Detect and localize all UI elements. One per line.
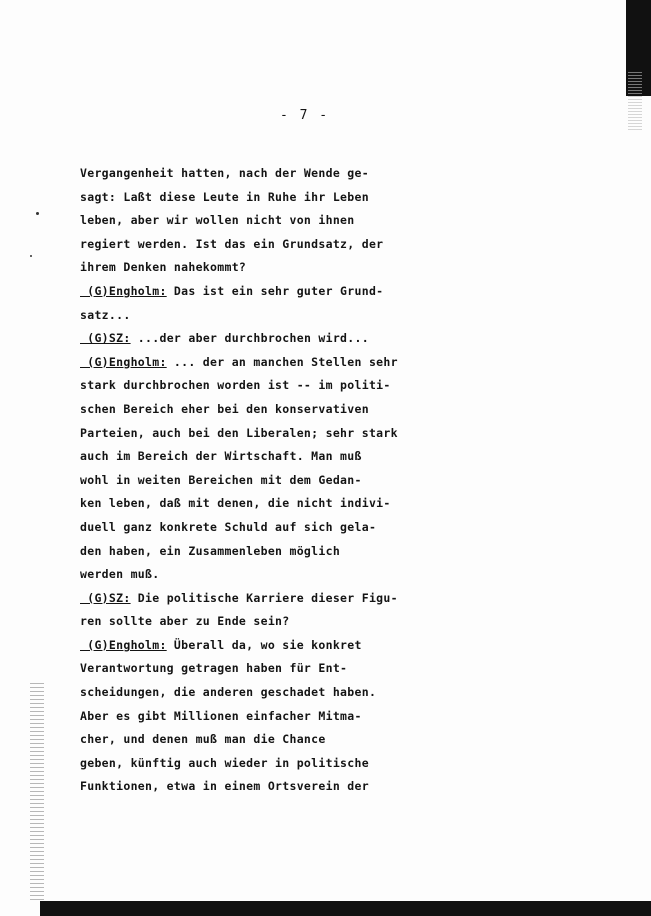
line-text: sagt: Laßt diese Leute in Ruhe ihr Leben [80, 189, 369, 204]
line-text: ren sollte aber zu Ende sein? [80, 614, 290, 629]
speaker-label: (G)SZ: [80, 331, 131, 346]
text-line [80, 610, 380, 634]
line-text: Das ist ein sehr guter Grund- [166, 283, 384, 298]
text-line [80, 492, 391, 516]
line-text: ...der aber durchbrochen wird... [130, 331, 369, 346]
text-line [80, 422, 398, 446]
line-text: cher, und denen muß man die Chance [80, 732, 326, 747]
text-line [80, 445, 380, 469]
line-text: leben, aber wir wollen nicht von ihnen [80, 213, 355, 228]
text-line [80, 752, 380, 776]
text-line [80, 728, 380, 752]
text-line [80, 705, 380, 729]
line-text: Vergangenheit hatten, nach der Wende ge- [80, 166, 369, 180]
scan-speck [36, 212, 39, 215]
text-line [80, 280, 384, 304]
line-text: Funktionen, etwa in einem Ortsverein der [80, 779, 369, 794]
text-line [80, 587, 398, 611]
line-text: satz... [80, 307, 131, 322]
scan-edge-noise [628, 70, 642, 130]
text-line [80, 516, 380, 540]
page-number: - 7 - [280, 108, 330, 123]
text-line [80, 634, 380, 658]
line-text: Überall da, wo sie konkret [166, 637, 362, 652]
line-text: ken leben, daß mit denen, die nicht indivi- [80, 496, 391, 511]
line-text: Aber es gibt Millionen einfacher Mitma- [80, 708, 362, 723]
text-line [80, 304, 380, 328]
line-text: Verantwortung getragen haben für Ent- [80, 661, 348, 676]
text-line [80, 209, 380, 233]
scan-edge-shadow [40, 901, 651, 916]
document-body [80, 162, 398, 799]
line-text: auch im Bereich der Wirtschaft. Man muß [80, 449, 362, 464]
scan-speck [30, 255, 32, 257]
line-text: Parteien, auch bei den Liberalen; sehr stark [80, 425, 398, 440]
text-line [80, 327, 380, 351]
text-line [80, 351, 398, 375]
speaker-label: (G)Engholm: [80, 283, 167, 298]
line-text: wohl in weiten Bereichen mit dem Gedan- [80, 472, 362, 487]
text-line [80, 540, 380, 564]
speaker-label: (G)Engholm: [80, 354, 167, 369]
text-line [80, 256, 380, 280]
text-line [80, 469, 380, 493]
text-line [80, 162, 380, 186]
line-text: werden muß. [80, 567, 160, 582]
text-line [80, 657, 380, 681]
line-text: schen Bereich eher bei den konservativen [80, 401, 369, 416]
text-line [80, 186, 380, 210]
scan-edge-noise [30, 680, 44, 900]
line-text: Die politische Karriere dieser Figu- [130, 590, 398, 605]
line-text: scheidungen, die anderen geschadet haben. [80, 685, 377, 700]
text-line [80, 563, 380, 587]
text-line [80, 775, 380, 799]
line-text: ihrem Denken nahekommt? [80, 260, 247, 275]
line-text: geben, künftig auch wieder in politische [80, 755, 369, 770]
line-text: stark durchbrochen worden ist -- im politi- [80, 378, 391, 393]
text-line [80, 233, 384, 257]
text-line [80, 398, 380, 422]
line-text: den haben, ein Zusammenleben möglich [80, 543, 341, 558]
text-line [80, 374, 391, 398]
text-line [80, 681, 380, 705]
line-text: duell ganz konkrete Schuld auf sich gela- [80, 519, 377, 534]
line-text: ... der an manchen Stellen sehr [166, 354, 398, 369]
speaker-label: (G)Engholm: [80, 637, 167, 652]
line-text: regiert werden. Ist das ein Grundsatz, der [80, 236, 384, 251]
speaker-label: (G)SZ: [80, 590, 131, 605]
